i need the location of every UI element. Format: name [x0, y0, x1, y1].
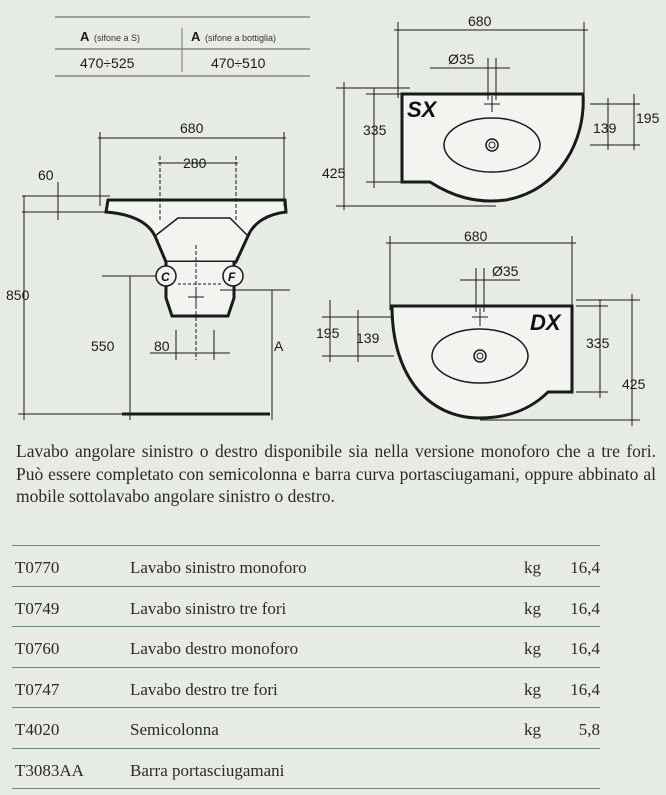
dx-depth-outer-label: 425	[622, 376, 646, 392]
product-name: Lavabo destro monoforo	[130, 639, 299, 658]
col1-note: (sifone a S)	[94, 33, 141, 43]
dx-hole-label: Ø35	[492, 263, 519, 279]
product-row	[12, 749, 600, 790]
front-drain-width-label: 80	[154, 338, 170, 354]
sx-depth-outer-label: 425	[322, 165, 346, 181]
front-view	[18, 132, 290, 420]
product-weight: 16,4	[570, 598, 600, 618]
pedestal-outline	[166, 262, 234, 316]
product-weight: 5,8	[578, 720, 600, 739]
col1-letter: A	[80, 29, 90, 44]
product-row	[12, 668, 600, 709]
col2-value: 470÷510	[211, 55, 266, 71]
sx-hole-label: Ø35	[448, 51, 475, 67]
dimension-table	[55, 17, 310, 76]
product-weight: 16,4	[570, 639, 600, 658]
cold-label: C	[161, 270, 170, 284]
sx-offset-195-label: 195	[636, 110, 660, 126]
col2-note: (sifone a bottiglia)	[205, 33, 277, 43]
dx-offset-139-label: 139	[356, 330, 380, 346]
front-width-label: 680	[180, 120, 204, 136]
front-inner-width-label: 280	[183, 155, 207, 171]
front-height-lower-label: 550	[91, 338, 115, 354]
sx-offset-139-label: 139	[593, 120, 617, 136]
product-list	[12, 545, 600, 789]
product-unit: kg	[524, 720, 541, 739]
dx-width-label: 680	[464, 228, 488, 244]
product-code: T3083AA	[15, 760, 84, 780]
product-unit: kg	[524, 679, 541, 699]
dx-tag: DX	[530, 310, 561, 335]
col1-value: 470÷525	[80, 55, 135, 71]
product-code: T0760	[15, 639, 60, 658]
product-name: Lavabo sinistro monoforo	[130, 558, 307, 577]
product-unit: kg	[524, 598, 541, 618]
product-code: T0770	[15, 558, 60, 577]
product-name: Barra portasciugamani	[130, 760, 285, 780]
product-row	[12, 545, 600, 587]
front-offset-label: 60	[38, 167, 54, 183]
product-weight: 16,4	[570, 558, 600, 577]
product-name: Semicolonna	[130, 720, 219, 739]
front-height-variable-label: A	[274, 338, 284, 354]
top-view-sx	[336, 22, 640, 210]
product-row	[12, 587, 600, 628]
product-row	[12, 708, 600, 749]
product-row	[12, 627, 600, 668]
hot-label: F	[228, 270, 236, 284]
sx-depth-inner-label: 335	[363, 122, 387, 138]
dx-depth-inner-label: 335	[586, 335, 610, 351]
col2-letter: A	[191, 29, 201, 44]
product-name: Lavabo sinistro tre fori	[130, 598, 287, 618]
product-code: T4020	[15, 720, 60, 739]
sx-width-label: 680	[468, 13, 492, 29]
front-height-total-label: 850	[6, 287, 30, 303]
product-code: T0747	[15, 679, 60, 699]
product-name: Lavabo destro tre fori	[130, 679, 278, 699]
product-unit: kg	[524, 558, 541, 577]
product-code: T0749	[15, 598, 60, 618]
dx-offset-195-label: 195	[316, 325, 340, 341]
sx-tag: SX	[407, 97, 437, 122]
product-description: Lavabo angolare sinistro o destro disponibile sia nella versione monoforo che a tre fori. Può essere completato con semicolonna e barra curva portasciugamani, oppure abbinato al mobile sottolavabo angolare sinistro o destro.	[16, 441, 656, 506]
product-unit: kg	[524, 639, 541, 658]
product-weight: 16,4	[570, 679, 600, 699]
